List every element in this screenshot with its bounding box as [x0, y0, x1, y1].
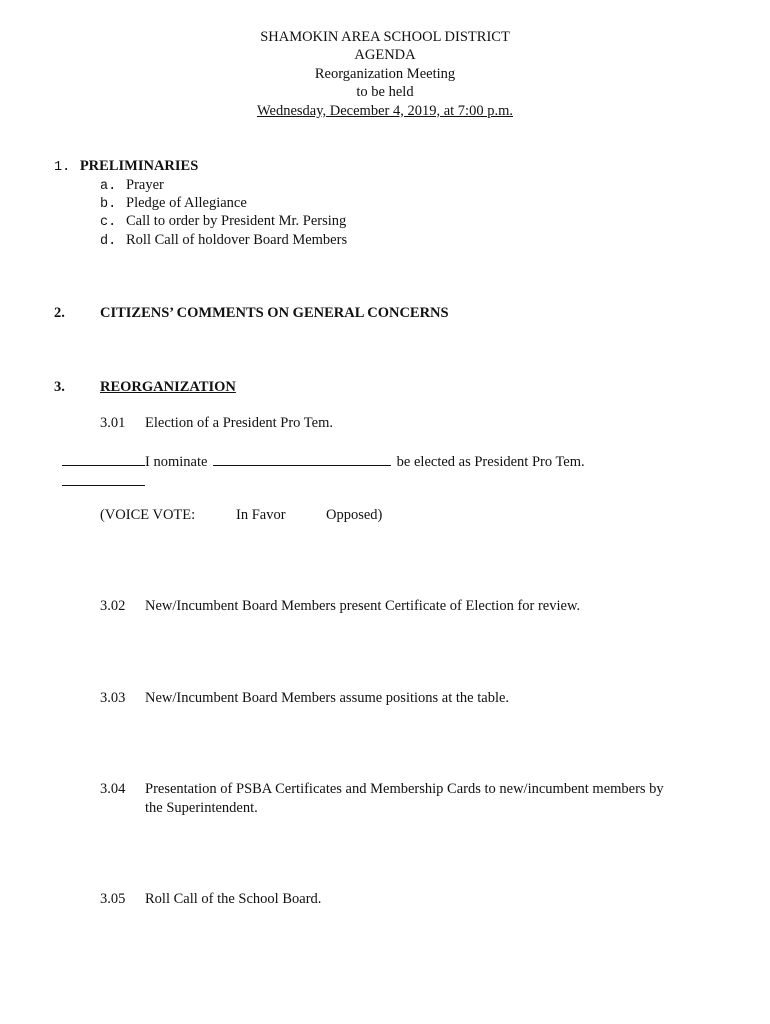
- meeting-held: to be held: [356, 84, 414, 101]
- nomination-line: [62, 451, 585, 471]
- item-letter: d.: [100, 234, 117, 249]
- vote-opposed: Opposed): [326, 507, 383, 523]
- preliminary-item-c: [100, 212, 346, 232]
- document-header: [0, 28, 770, 120]
- item-3-03-number: 3.03: [100, 690, 126, 706]
- meeting-date: Wednesday, December 4, 2019, at 7:00 p.m.: [256, 102, 513, 119]
- nominate-prefix: I nominate: [145, 454, 208, 470]
- item-3-03-text: New/Incumbent Board Members assume positions at the table.: [145, 690, 510, 706]
- agenda-title: AGENDA: [354, 47, 416, 64]
- section-2-number: 2.: [54, 305, 65, 321]
- item-3-04-number: 3.04: [100, 781, 126, 797]
- item-letter: b.: [100, 197, 117, 212]
- voice-vote-label: (VOICE VOTE:: [100, 507, 196, 523]
- nominate-suffix: be elected as President Pro Tem.: [396, 454, 585, 470]
- nominator-blank: [62, 451, 145, 466]
- item-3-01-number: 3.01: [100, 415, 126, 431]
- section-2-title: CITIZENS’ COMMENTS ON GENERAL CONCERNS: [100, 305, 449, 321]
- section-1-heading: [54, 157, 198, 177]
- section-3-number: 3.: [54, 379, 65, 395]
- item-text: Prayer: [126, 177, 164, 193]
- item-3-04-text-continued: the Superintendent.: [145, 800, 258, 816]
- meeting-type: Reorganization Meeting: [314, 65, 456, 82]
- preliminary-item-d: [100, 231, 347, 251]
- item-3-05-text: Roll Call of the School Board.: [145, 891, 322, 907]
- item-letter: a.: [100, 179, 117, 194]
- item-3-02-number: 3.02: [100, 598, 126, 614]
- preliminary-item-b: [100, 194, 247, 214]
- item-3-05-number: 3.05: [100, 891, 126, 907]
- item-text: Call to order by President Mr. Persing: [126, 213, 347, 229]
- item-letter: c.: [100, 215, 117, 230]
- section-1-title: PRELIMINARIES: [79, 158, 199, 174]
- section-1-number: 1.: [54, 160, 71, 175]
- nominee-blank: [213, 451, 391, 466]
- second-line: [62, 471, 145, 491]
- seconder-blank: [62, 471, 145, 486]
- item-3-04-text: Presentation of PSBA Certificates and Membership Cards to new/incumbent members by: [145, 781, 664, 797]
- preliminary-item-a: [100, 176, 164, 196]
- item-text: Pledge of Allegiance: [126, 195, 247, 211]
- item-3-02-text: New/Incumbent Board Members present Certificate of Election for review.: [145, 598, 581, 614]
- section-3-title: REORGANIZATION: [100, 379, 236, 395]
- district-name: SHAMOKIN AREA SCHOOL DISTRICT: [260, 29, 510, 45]
- vote-in-favor: In Favor: [236, 507, 286, 523]
- item-text: Roll Call of holdover Board Members: [126, 232, 348, 248]
- item-3-01-text: Election of a President Pro Tem.: [145, 415, 333, 431]
